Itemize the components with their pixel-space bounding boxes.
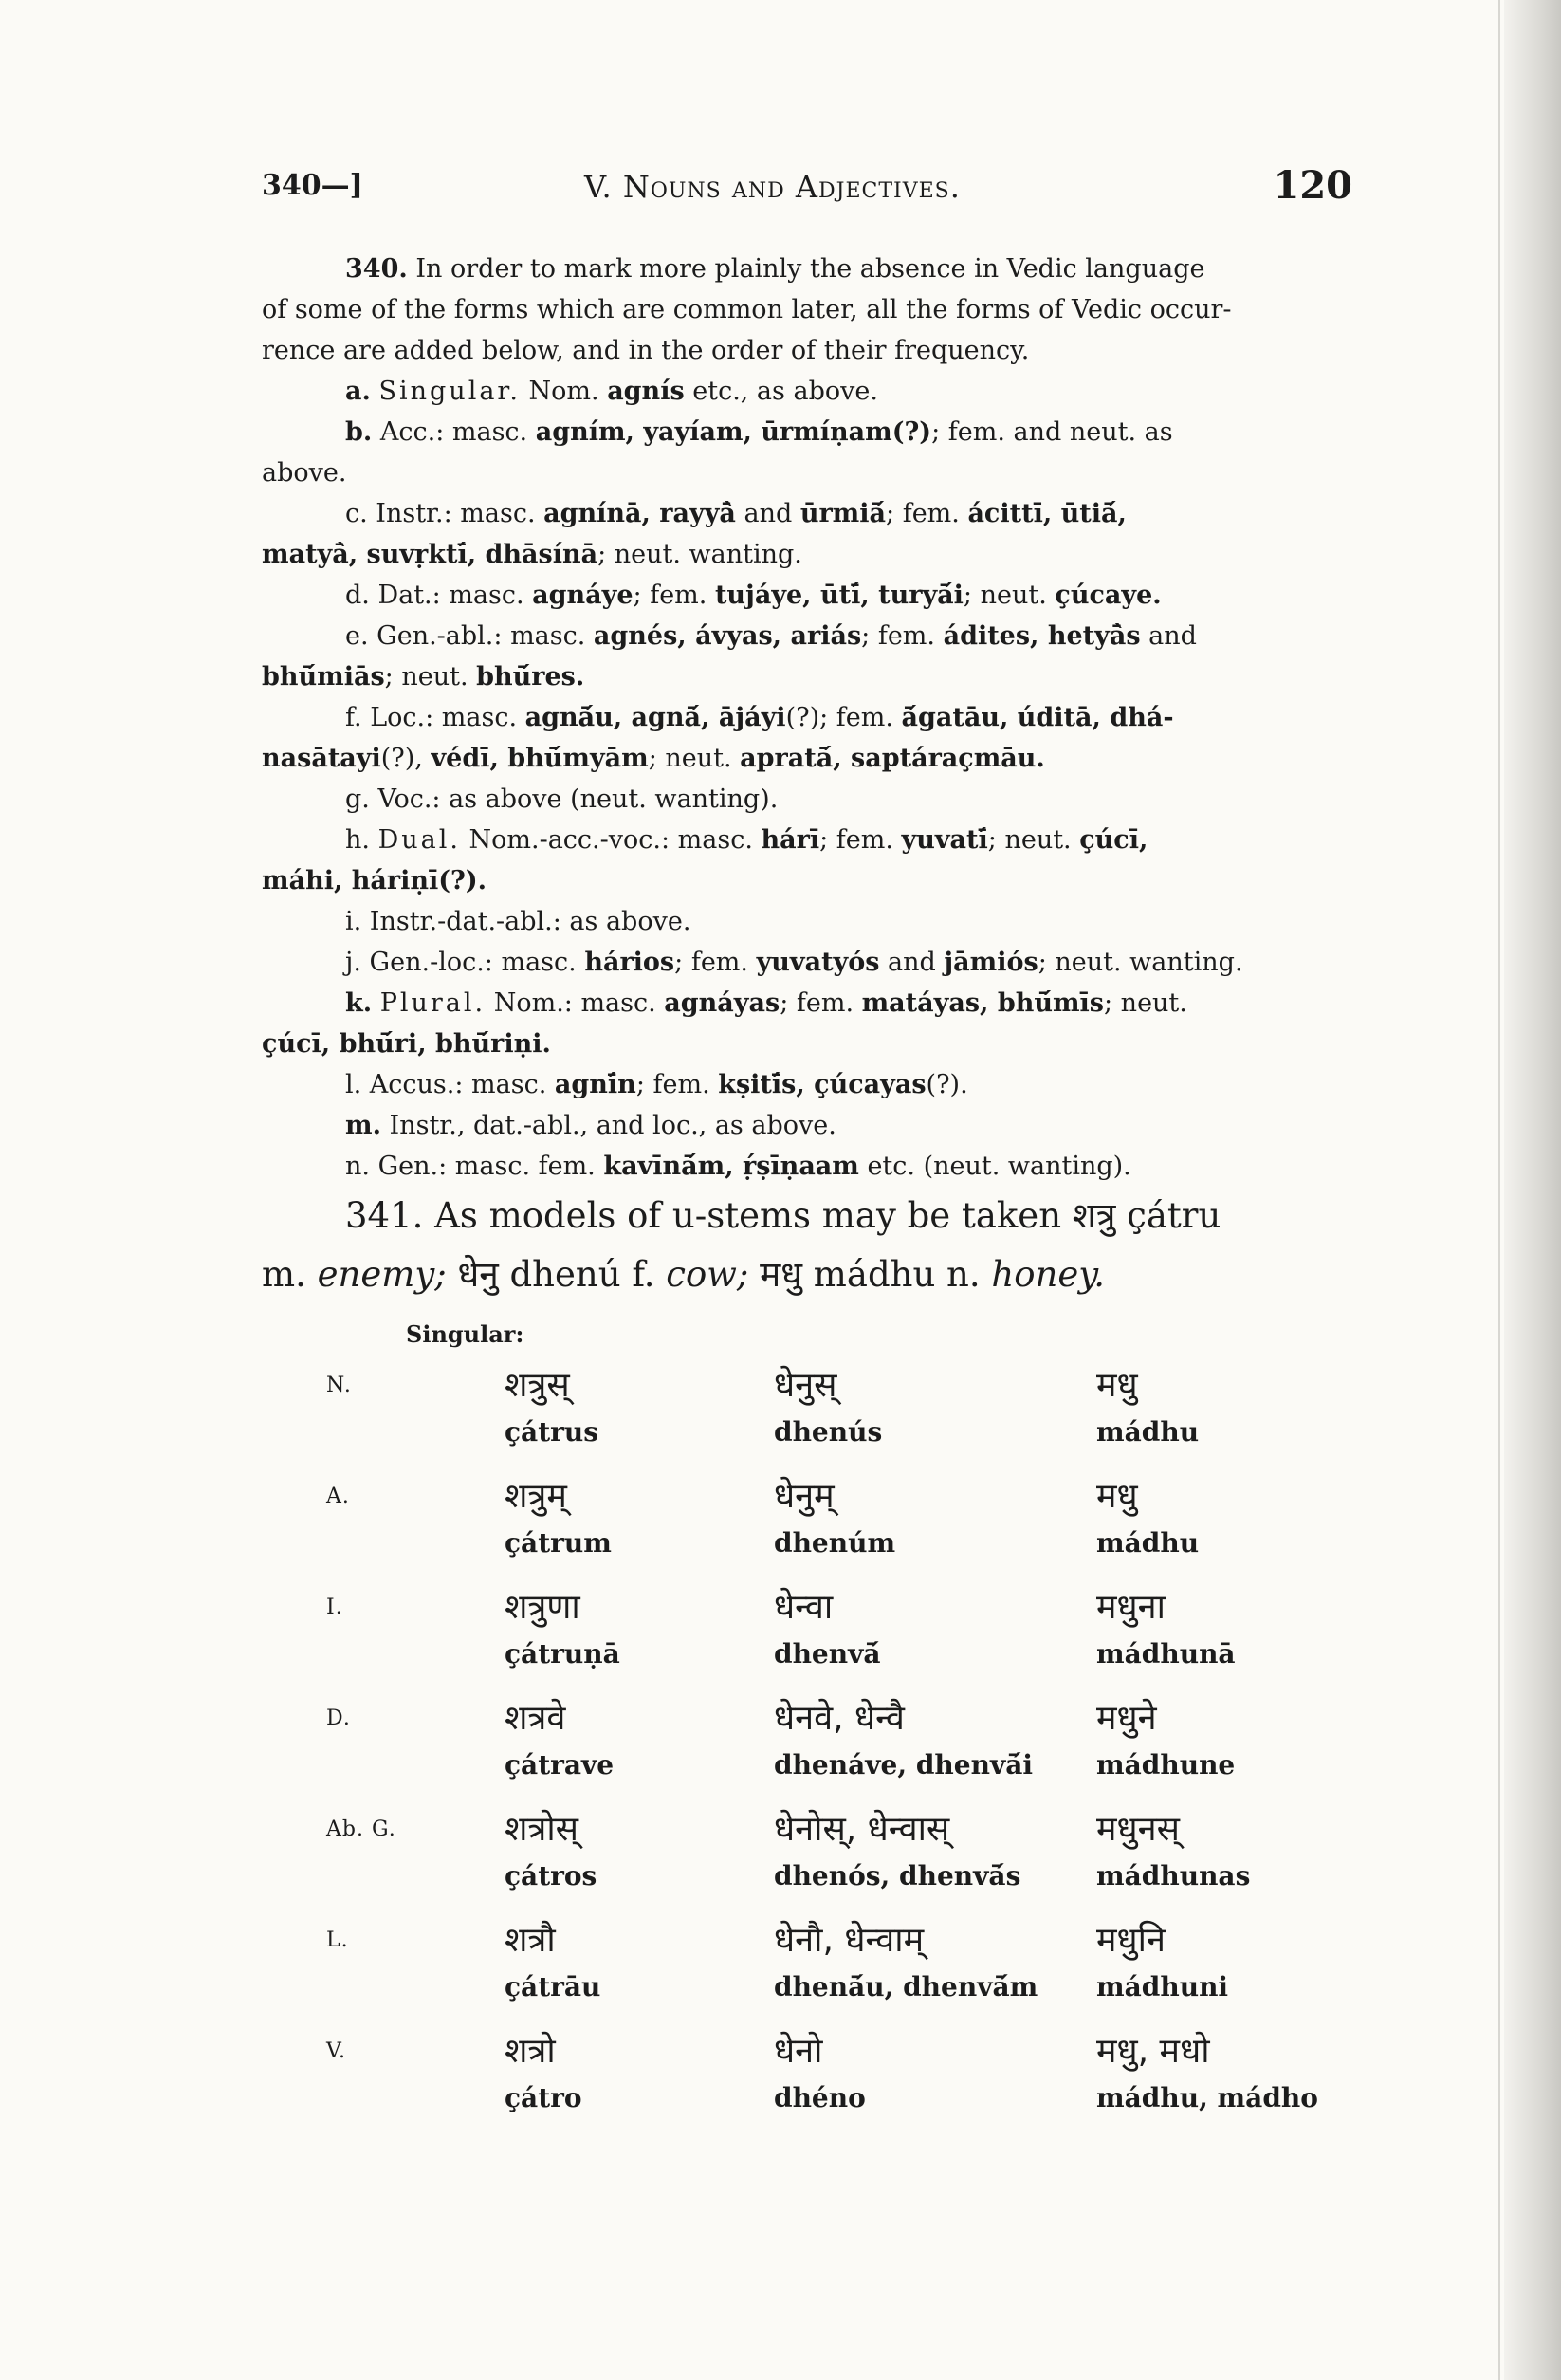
para-number: 341. (345, 1195, 424, 1236)
item-e (262, 616, 1343, 656)
paradigm-cell (774, 1802, 1020, 1895)
item-letter: n. (345, 1152, 370, 1181)
item-letter: m. (345, 1111, 381, 1140)
transliterated-form: çátrāu (505, 1971, 601, 2002)
devanagari-form: धेनुम् (774, 1477, 835, 1516)
paradigm-cell (505, 1580, 620, 1673)
vedic-forms: ā́gatāu, úditā, dhá- (901, 703, 1174, 732)
devanagari-word: धेनु (446, 1254, 510, 1295)
para-text: As models of u-stems may be taken (423, 1195, 1073, 1236)
item-text: ; neut. wanting. (597, 540, 802, 569)
page-edge-line (1498, 0, 1500, 2380)
item-text: etc., as above. (684, 377, 878, 406)
section-reference: 340—] (262, 169, 363, 202)
para-340-line: of some of the forms which are common later, all the forms of Vedic occur- (262, 295, 1232, 324)
item-i (262, 901, 1343, 942)
vedic-forms: yuvatī́ (901, 825, 988, 855)
vedic-forms: agnā́u, agnā́, ājáyi (524, 703, 786, 732)
section-340 (262, 249, 1343, 1304)
devanagari-form: धेनुस् (774, 1366, 837, 1405)
devanagari-form: मधु (1096, 1366, 1138, 1405)
transliterated-form: mádhu (1096, 1527, 1200, 1559)
case-label: A. (326, 1485, 350, 1508)
item-b (262, 412, 1343, 452)
devanagari-word: शत्रु (1072, 1195, 1116, 1236)
transliterated-form: dhenós, dhenvā́s (774, 1860, 1021, 1891)
item-text: ; fem. (780, 988, 862, 1018)
case-label: L. (326, 1928, 349, 1952)
item-text: ; neut. (987, 825, 1080, 855)
page-edge-shadow (1504, 0, 1561, 2380)
item-text: ; fem. (819, 703, 902, 732)
transliterated-form: çátrus (505, 1416, 598, 1448)
item-m (262, 1105, 1343, 1146)
devanagari-form: शत्रुस् (505, 1366, 570, 1405)
item-g (262, 779, 1343, 820)
transliterated-form: dhéno (774, 2082, 866, 2113)
item-text: Nom.: masc. (486, 988, 665, 1018)
item-letter: f. (345, 703, 362, 732)
paradigm-cell (505, 1691, 614, 1784)
item-text: ; fem. (674, 948, 757, 977)
vedic-forms: agnís (607, 377, 685, 406)
item-text: Gen.-loc.: masc. (360, 948, 585, 977)
item-c (262, 493, 1343, 534)
table-row (262, 2024, 1343, 2135)
para-340-line (262, 249, 1343, 289)
item-text: ; fem. (886, 499, 968, 528)
transliteration: çátru (1115, 1195, 1221, 1236)
paradigm-cell (774, 1469, 895, 1562)
paradigm-cell (505, 2024, 582, 2117)
section-341-line (262, 1187, 1343, 1245)
devanagari-form: शत्रुम् (505, 1477, 567, 1516)
vedic-forms: jāmiós (944, 948, 1038, 977)
transliterated-form: mádhu (1096, 1416, 1200, 1448)
paradigm-cell (505, 1802, 597, 1895)
transliterated-form: dhenvā́ (774, 1638, 881, 1670)
vedic-forms: çúcī, (1079, 825, 1148, 855)
paradigm-cell (505, 1358, 598, 1451)
item-l (262, 1064, 1343, 1105)
vedic-forms: kṣitī́s, çúcayas (718, 1070, 927, 1099)
table-row (262, 1913, 1343, 2024)
paradigm-cell (774, 2024, 866, 2117)
item-text: Voc.: as above (neut. wanting). (369, 784, 779, 814)
gloss: cow; (666, 1254, 749, 1295)
paradigm-cell (774, 1358, 882, 1451)
item-text: ; neut. (1104, 988, 1187, 1018)
transliteration: dhenú (509, 1254, 621, 1295)
item-letter: e. (345, 621, 369, 651)
item-letter: k. (345, 988, 373, 1018)
item-n (262, 1146, 1343, 1187)
table-row (262, 1469, 1343, 1580)
vedic-forms: bhū́res. (476, 662, 585, 692)
devanagari-form: धेनो (774, 2032, 823, 2071)
devanagari-form: शत्रो (505, 2032, 556, 2071)
devanagari-form: धेन्वा (774, 1588, 834, 1627)
gloss: enemy; (317, 1254, 447, 1295)
vedic-forms: agnés, ávyas, ariás (593, 621, 862, 651)
devanagari-form: शत्रुणा (505, 1588, 580, 1627)
vedic-forms: agnáye (532, 581, 634, 610)
vedic-forms: çúcaye. (1055, 581, 1162, 610)
item-f (262, 697, 1343, 738)
declension-table (262, 1358, 1343, 2135)
item-label: Plural. (379, 988, 487, 1018)
item-letter: g. (345, 784, 370, 814)
transliterated-form: dhenáve, dhenvā́i (774, 1749, 1033, 1780)
vedic-forms: hárī (761, 825, 820, 855)
transliterated-form: dhenús (774, 1416, 883, 1448)
transliterated-form: çátrave (505, 1749, 615, 1780)
gender: f. (620, 1254, 667, 1295)
case-label: V. (326, 2039, 347, 2063)
vedic-forms: agnī́n (554, 1070, 636, 1099)
transliterated-form: dhenā́u, dhenvā́m (774, 1971, 1038, 2002)
devanagari-form: धेनौ, धेन्वाम् (774, 1921, 925, 1960)
case-label: I. (326, 1596, 343, 1619)
item-letter: d. (345, 581, 370, 610)
gender: n. (935, 1254, 992, 1295)
item-text: ; fem. (861, 621, 944, 651)
item-text: Gen.-abl.: masc. (368, 621, 594, 651)
paradigm-cell (1096, 1802, 1250, 1895)
item-text: Instr., dat.-abl., and loc., as above. (380, 1111, 836, 1140)
table-row (262, 1580, 1343, 1691)
item-text: Nom. (520, 377, 608, 406)
devanagari-form: मधुनि (1096, 1921, 1166, 1960)
item-text: and (735, 499, 800, 528)
case-label: Ab. G. (326, 1817, 396, 1841)
vedic-forms: védī, bhū́myām (431, 744, 649, 773)
item-e-cont (262, 656, 1343, 697)
item-text: Dat.: masc. (369, 581, 533, 610)
paradigm-cell (1096, 1469, 1199, 1562)
item-c-cont (262, 534, 1343, 575)
transliteration: mádhu (813, 1254, 936, 1295)
item-text: Acc.: masc. (372, 417, 536, 447)
vedic-forms: yuvatyós (756, 948, 880, 977)
item-text: (?) (785, 703, 820, 732)
item-d (262, 575, 1343, 616)
number-heading: Singular: (406, 1320, 524, 1348)
item-text: etc. (neut. wanting). (858, 1152, 1131, 1181)
gender: m. (262, 1254, 318, 1295)
gloss: honey. (991, 1254, 1106, 1295)
devanagari-form: मधु (1096, 1477, 1138, 1516)
item-f-cont (262, 738, 1343, 779)
item-text: Instr.-dat.-abl.: as above. (361, 907, 691, 936)
transliterated-form: mádhu, mádho (1096, 2082, 1318, 2113)
devanagari-word: मधु (748, 1254, 814, 1295)
case-label: N. (326, 1374, 352, 1397)
paradigm-cell (1096, 1691, 1235, 1784)
item-h-cont (262, 860, 1343, 901)
transliterated-form: mádhunā (1096, 1638, 1236, 1670)
item-text: ; fem. (635, 1070, 719, 1099)
item-letter: l. (345, 1070, 362, 1099)
item-text: ; neut. (384, 662, 477, 692)
item-k-cont (262, 1024, 1343, 1064)
item-text: and (879, 948, 945, 977)
vedic-forms: agnáyas (664, 988, 780, 1018)
paradigm-cell (774, 1691, 1033, 1784)
transliterated-form: çátro (505, 2082, 582, 2113)
item-letter: b. (345, 417, 373, 447)
vedic-forms: ádites, hetyā̀s (943, 621, 1141, 651)
devanagari-form: मधुना (1096, 1588, 1166, 1627)
transliterated-form: çátros (505, 1860, 597, 1891)
paradigm-cell (505, 1913, 600, 2006)
page-number: 120 (1273, 163, 1352, 208)
paradigm-cell (1096, 2024, 1318, 2117)
item-text: ; fem. (633, 581, 715, 610)
item-k (262, 983, 1343, 1024)
para-number: 340. (345, 254, 408, 284)
item-text: ; neut. (648, 744, 741, 773)
vedic-forms: apratā́, saptáraçmāu. (740, 744, 1045, 773)
devanagari-form: शत्रौ (505, 1921, 556, 1960)
table-row (262, 1691, 1343, 1802)
item-letter: h. (345, 825, 370, 855)
para-text: In order to mark more plainly the absence in Vedic language (415, 254, 1205, 284)
item-a (262, 371, 1343, 412)
item-text: (?). (926, 1070, 968, 1099)
chapter-title: V. Nouns and Adjectives. (584, 169, 961, 205)
item-text: Instr.: masc. (367, 499, 544, 528)
devanagari-form: मधु, मधो (1096, 2032, 1210, 2071)
item-label: Dual. (377, 825, 461, 855)
devanagari-form: धेनोस्, धेन्वास् (774, 1810, 950, 1849)
item-text: ; fem. and neut. as (931, 417, 1173, 447)
item-text: (?), (380, 744, 432, 773)
devanagari-form: मधुनस् (1096, 1810, 1180, 1849)
item-text: and (1140, 621, 1197, 651)
devanagari-form: धेनवे, धेन्वै (774, 1699, 905, 1738)
paradigm-cell (1096, 1913, 1228, 2006)
vedic-forms: bhū́miās (262, 662, 385, 692)
item-b-cont: above. (262, 458, 347, 488)
item-text: ; neut. wanting. (1038, 948, 1243, 977)
devanagari-form: मधुने (1096, 1699, 1157, 1738)
vedic-forms: nasātayi (262, 744, 381, 773)
vedic-forms: ūrmiā́ (799, 499, 887, 528)
vedic-forms: çúcī, bhū́ri, bhū́riṇi. (262, 1029, 551, 1059)
vedic-forms: hários (584, 948, 675, 977)
item-h (262, 820, 1343, 860)
vedic-forms: tujáye, ūtī́, turyā́i (714, 581, 964, 610)
vedic-forms: agnínā, rayyā̀ (543, 499, 736, 528)
transliterated-form: mádhunas (1096, 1860, 1251, 1891)
item-text: ; fem. (819, 825, 902, 855)
item-text: Gen.: masc. fem. (369, 1152, 604, 1181)
item-text: Loc.: masc. (361, 703, 525, 732)
transliterated-form: çátruṇā (505, 1638, 620, 1670)
section-341-line (262, 1245, 1343, 1304)
vedic-forms: agním, yayíam, ūrmíṇam(?) (535, 417, 932, 447)
transliterated-form: çátrum (505, 1527, 612, 1559)
transliterated-form: dhenúm (774, 1527, 896, 1559)
table-row (262, 1358, 1343, 1469)
item-letter: j. (345, 948, 361, 977)
paradigm-cell (774, 1913, 1038, 2006)
transliterated-form: mádhune (1096, 1749, 1236, 1780)
transliterated-form: mádhuni (1096, 1971, 1229, 2002)
devanagari-form: शत्रोस् (505, 1810, 579, 1849)
para-340-line: rence are added below, and in the order of their frequency. (262, 336, 1030, 365)
vedic-forms: máhi, háriṇī(?). (262, 866, 487, 895)
item-letter: c. (345, 499, 368, 528)
item-letter: a. (345, 377, 371, 406)
paradigm-cell (1096, 1358, 1199, 1451)
table-row (262, 1802, 1343, 1913)
case-label: D. (326, 1707, 351, 1730)
paradigm-cell (505, 1469, 612, 1562)
running-header (262, 163, 1352, 211)
item-text: ; neut. (963, 581, 1056, 610)
item-label: Singular. (378, 377, 521, 406)
vedic-forms: ácittī, ūtiā́, (967, 499, 1127, 528)
paradigm-cell (774, 1580, 881, 1673)
item-letter: i. (345, 907, 362, 936)
item-text: Accus.: masc. (361, 1070, 555, 1099)
devanagari-form: शत्रवे (505, 1699, 566, 1738)
paradigm-cell (1096, 1580, 1236, 1673)
item-j (262, 942, 1343, 983)
vedic-forms: kavīnā́m, ṛ́ṣīṇaam (603, 1152, 859, 1181)
item-text: Nom.-acc.-voc.: masc. (460, 825, 762, 855)
vedic-forms: matyā̀, suvṛktī́, dhāsínā (262, 540, 598, 569)
vedic-forms: matáyas, bhū́mīs (861, 988, 1104, 1018)
